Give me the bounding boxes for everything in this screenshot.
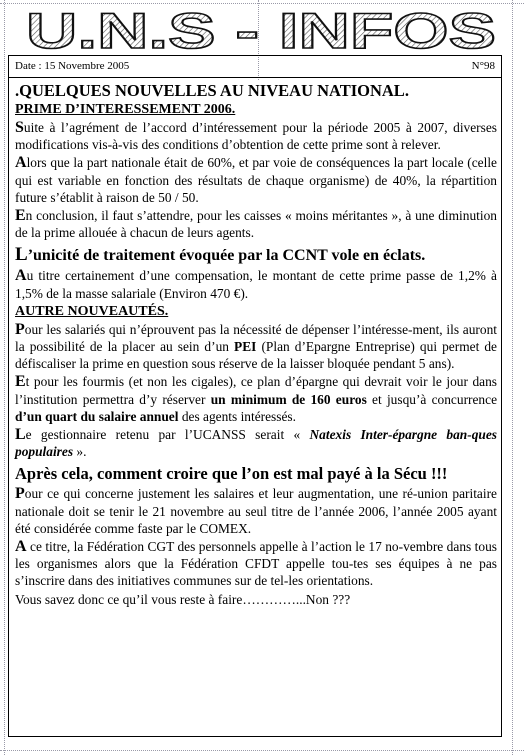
header-row — [9, 56, 501, 78]
newsletter-frame — [8, 55, 502, 737]
page-guide — [512, 0, 513, 755]
paragraph: Alors que la part nationale était de 60%, et par voie de conséquences la part locale (celle qui est variable en fonction des résultats de chaque organisme) de 40%, la répartition future s’établit à raison de 50 / 50. — [15, 154, 497, 205]
page-guide — [4, 0, 5, 755]
section-heading-secu: Après cela, comment croire que l’on est mal payé à la Sécu !!! — [15, 464, 448, 484]
section-heading-prime: PRIME D’INTERESSEMENT 2006. — [15, 102, 236, 117]
paragraph: Et pour les fourmis (et non les cigales), ce plan d’épargne qui devrait voir le jour dans l’institution permettra d’y réserver un minimum de 160 euros et jusqu’à concurrence d’un quart du salaire annuel des agents intéressés. — [15, 373, 498, 424]
paragraph: Pour ce qui concerne justement les salaires et leur augmentation, une ré-union paritaire nationale doit se tenir le 21 novembre au seul titre de l’année 2006, l’année 2005 ayant été considérée comme faste par le COMEX. — [15, 485, 497, 536]
section-heading-ccnt: L’unicité de traitement évoquée par la CCNT vole en éclats. — [15, 244, 426, 266]
paragraph: Pour les salariés qui n’éprouvent pas la nécessité de dépenser l’intéresse-ment, ils auront la possibilité de la placer au sein d’un PEI (Plan d’Epargne Entreprise) qui permet de défiscaliser la prime en question sous réserve de la laisser bloquée pendant 5 ans). — [15, 320, 497, 372]
paragraph: A ce titre, la Fédération CGT des personnels appelle à l’action le 17 no-vembre dans tous les organismes alors que la Fédération CFDT appelle tou-tes ses équipes à ne pas s’inscrire dans des initiatives communes sur de tel-les orientations. — [15, 538, 497, 589]
banner-text: U.N.S - INFOS — [26, 6, 496, 52]
issue-number: N°98 — [471, 60, 495, 72]
issue-date: Date : 15 Novembre 2005 — [15, 60, 130, 72]
section-heading-autres: AUTRE NOUVEAUTÉS. — [15, 303, 169, 319]
page-guide — [0, 3, 524, 4]
page-title: .QUELQUES NOUVELLES AU NIVEAU NATIONAL. — [15, 81, 409, 100]
paragraph: Le gestionnaire retenu par l’UCANSS serait « Natexis Inter-épargne ban-ques populaires ». — [15, 426, 497, 460]
paragraph: En conclusion, il faut s’attendre, pour les caisses « moins méritantes », à une diminution de la prime allouée à chacun de leurs agents. — [15, 207, 497, 241]
paragraph: Suite à l’agrément de l’accord d’intéressement pour la période 2005 à 2007, diverses modifications vis-à-vis des conditions d’obtention de cette prime sont à relever. — [15, 119, 497, 153]
page-guide — [0, 750, 524, 751]
paragraph: Au titre certainement d’une compensation, le montant de cette prime passe de 1,2% à 1,5% de la masse salariale (Environ 470 €). — [15, 267, 497, 301]
closing-line: Vous savez donc ce qu’il vous reste à faire…………...Non ??? — [15, 591, 351, 607]
article-body — [15, 82, 497, 609]
banner-logo — [22, 6, 500, 52]
